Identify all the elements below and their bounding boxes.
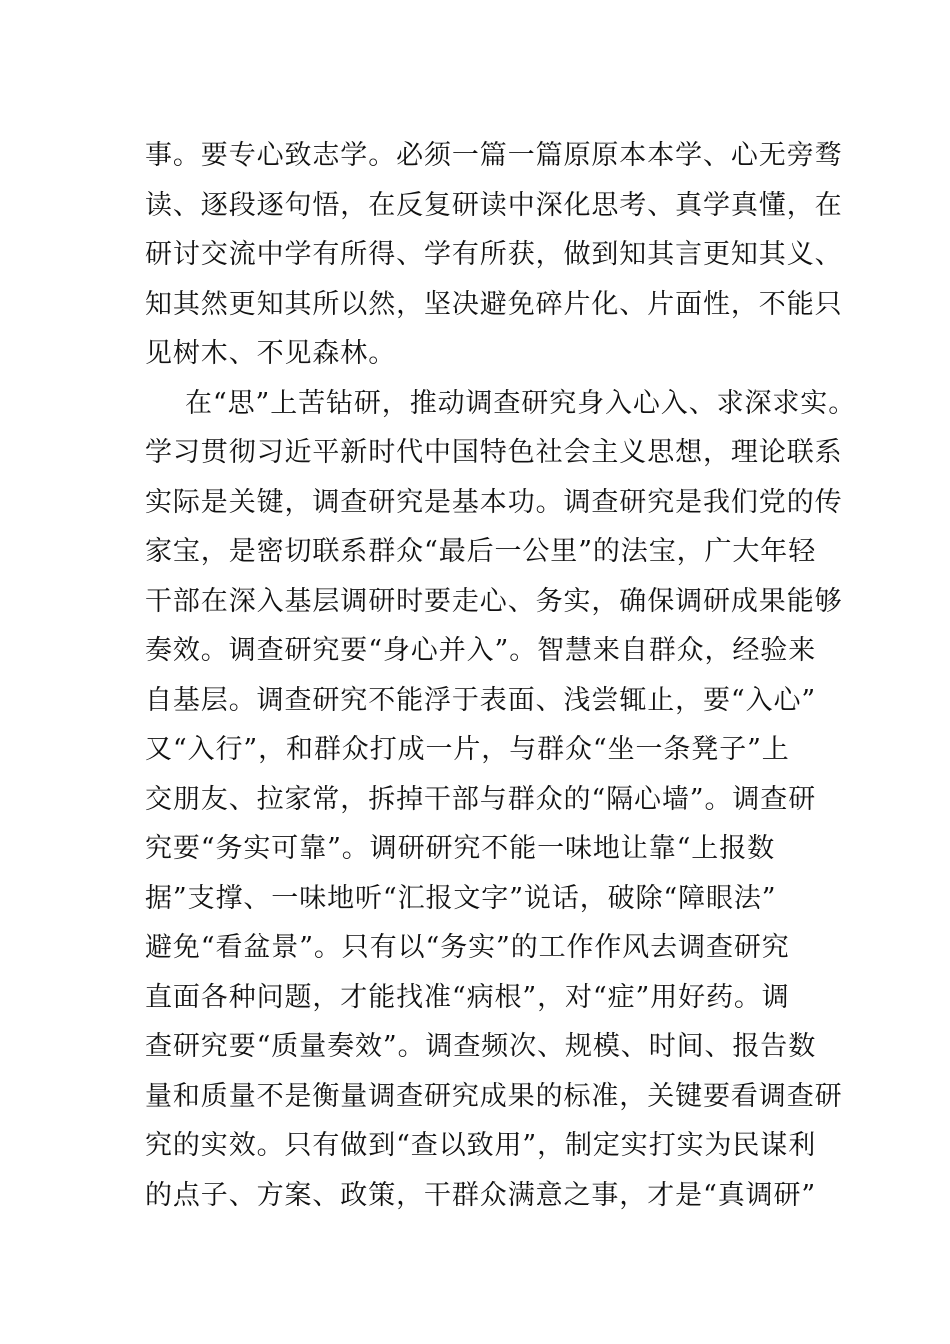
text-line: 学习贯彻习近平新时代中国特色社会主义思想，理论联系: [145, 437, 843, 468]
text-line: 又“入行”，和群众打成一片，与群众“坐一条凳子”上: [145, 734, 790, 765]
text-line: 家宝，是密切联系群众“最后一公里”的法宝，广大年轻: [145, 536, 817, 567]
text-line: 奏效。调查研究要“身心并入”。智慧来自群众，经验来: [145, 635, 817, 666]
text-line: 查研究要“质量奏效”。调查频次、规模、时间、报告数: [145, 1031, 817, 1062]
text-line: 自基层。调查研究不能浮于表面、浅尝辄止，要“入心”: [145, 684, 817, 716]
text-line: 事。要专心致志学。必须一篇一篇原原本本学、心无旁骛: [145, 140, 843, 171]
text-line: 知其然更知其所以然，坚决避免碎片化、片面性，不能只: [145, 288, 843, 320]
text-line: 究要“务实可靠”。调研研究不能一味地让靠“上报数: [145, 833, 776, 864]
text-line: 研讨交流中学有所得、学有所获，做到知其言更知其义、: [145, 239, 843, 270]
text-line: 见树木、不见森林。: [145, 338, 397, 369]
text-line: 实际是关键，调查研究是基本功。调查研究是我们党的传: [145, 486, 843, 518]
text-line: 究的实效。只有做到“查以致用”，制定实打实为民谋利: [145, 1130, 817, 1161]
body-text: [145, 131, 857, 1220]
text-line: 据”支撑、一味地听“汇报文字”说话，破除“障眼法”: [145, 882, 777, 914]
text-line: 的点子、方案、政策，干群众满意之事，才是“真调研”: [145, 1179, 817, 1211]
text-line: 读、逐段逐句悟，在反复研读中深化思考、真学真懂，在: [145, 189, 843, 221]
text-line: 直面各种问题，才能找准“病根”，对“症”用好药。调: [145, 981, 790, 1013]
paragraph-start-line: 在“思”上苦钻研，推动调查研究身入心入、求深求实。: [185, 387, 857, 419]
text-line: 交朋友、拉家常，拆掉干部与群众的“隔心墙”。调查研: [145, 783, 817, 815]
text-line: 避免“看盆景”。只有以“务实”的工作作风去调查研究: [145, 932, 790, 963]
text-line: 量和质量不是衡量调查研究成果的标准，关键要看调查研: [145, 1080, 843, 1112]
text-line: 干部在深入基层调研时要走心、务实，确保调研成果能够: [145, 585, 843, 617]
